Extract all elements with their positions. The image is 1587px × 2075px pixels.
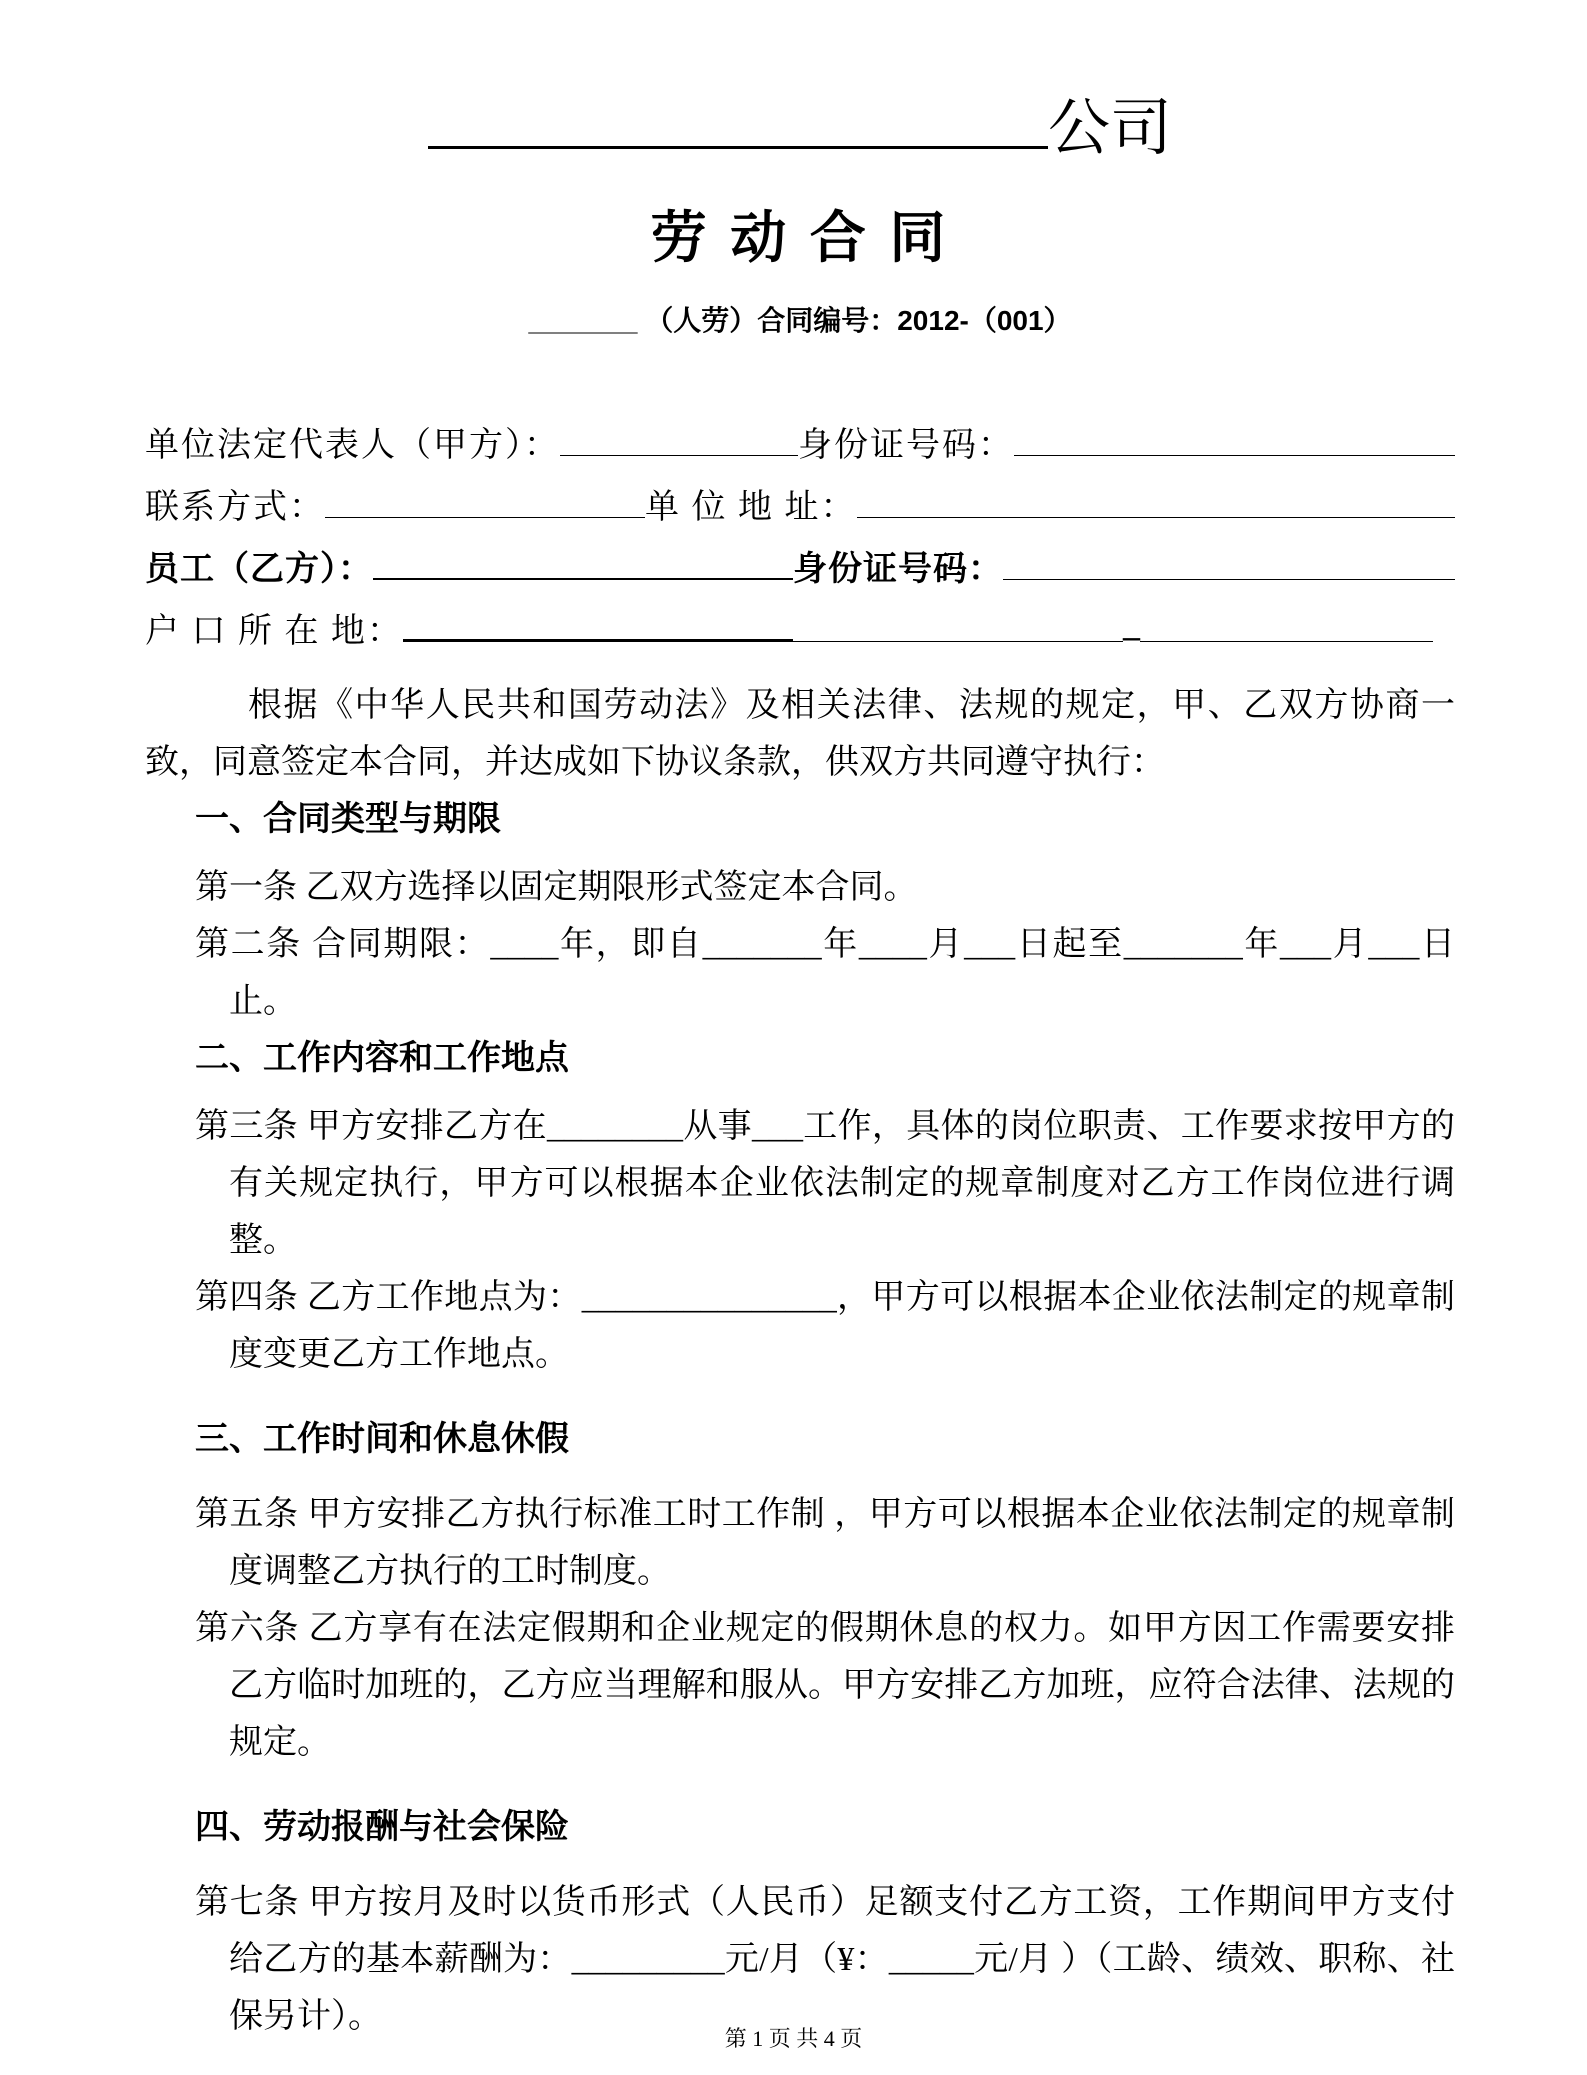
article-6: 第六条 乙方享有在法定假期和企业规定的假期休息的权力。如甲方因工作需要安排乙方临时加班的，乙方应当理解和服从。甲方安排乙方加班，应符合法律、法规的规定。 xyxy=(195,1609,1455,1761)
section-heading-4: 四、劳动报酬与社会保险 xyxy=(195,1807,569,1846)
residence-blank-thin-2 xyxy=(1140,640,1433,642)
contact-label: 联系方式： xyxy=(145,488,325,526)
section-work-content xyxy=(145,1030,1455,1383)
section-heading-3: 三、工作时间和休息休假 xyxy=(195,1419,569,1458)
article-3: 第三条 甲方安排乙方在________从事___工作，具体的岗位职责、工作要求按甲方的有关规定执行，甲方可以根据本企业依法制定的规章制度对乙方工作岗位进行调整。 xyxy=(195,1107,1455,1259)
document-title: 劳 动 合 同 xyxy=(650,206,950,270)
preamble-paragraph: 根据《中华人民共和国劳动法》及相关法律、法规的规定，甲、乙双方协商一致，同意签定本合同，并达成如下协议条款，供双方共同遵守执行： xyxy=(145,686,1455,781)
id-number-label-a: 身份证号码： xyxy=(798,426,1014,464)
section-heading-1: 一、合同类型与期限 xyxy=(195,799,501,838)
parties-block xyxy=(145,417,1455,665)
residence-blank-thin-1 xyxy=(793,640,1123,642)
employee-label: 员工（乙方）： xyxy=(145,549,373,588)
section-compensation xyxy=(145,1799,1455,2045)
id-number-blank-a xyxy=(1014,454,1455,456)
id-number-label-b: 身份证号码： xyxy=(793,549,1003,588)
party-line-employee xyxy=(145,541,1455,603)
company-address-blank xyxy=(857,516,1456,518)
residence-label: 户 口 所 在 地： xyxy=(145,612,403,650)
article-7: 第七条 甲方按月及时以货币形式（人民币）足额支付乙方工资，工作期间甲方支付给乙方的基本薪酬为：_________元/月（¥：_____元/月 ）（工龄、绩效、职称、社保另计）。 xyxy=(195,1883,1455,2035)
page-number-indicator: 第 1 页 共 4 页 xyxy=(724,2026,863,2051)
contact-blank xyxy=(325,516,645,518)
section-working-hours xyxy=(145,1411,1455,1771)
section-contract-type xyxy=(145,791,1455,1030)
legal-representative-blank xyxy=(560,454,798,456)
residence-stray-underscore: _ xyxy=(1123,606,1140,644)
article-2: 第二条 合同期限：____年，即自_______年____月___日起至_______年___月___日止。 xyxy=(195,925,1455,1020)
party-line-contact xyxy=(145,479,1455,541)
employee-name-blank xyxy=(373,577,793,580)
contract-number-line: _______ （人劳）合同编号：2012-（001） xyxy=(528,304,1072,336)
company-suffix: 公司 xyxy=(1047,95,1172,163)
party-line-legal-representative xyxy=(145,417,1455,479)
party-line-residence xyxy=(145,603,1455,665)
id-number-blank-b xyxy=(1003,578,1455,580)
article-5: 第五条 甲方安排乙方执行标准工时工作制 ，甲方可以根据本企业依法制定的规章制度调整乙方执行的工时制度。 xyxy=(195,1495,1455,1590)
article-4: 第四条 乙方工作地点为：_______________，甲方可以根据本企业依法制定的规章制度变更乙方工作地点。 xyxy=(195,1278,1455,1373)
residence-blank-thick xyxy=(403,638,793,642)
article-1: 第一条 乙双方选择以固定期限形式签定本合同。 xyxy=(195,868,918,906)
company-address-label: 单 位 地 址： xyxy=(645,488,857,526)
legal-representative-label: 单位法定代表人（甲方）： xyxy=(145,426,560,464)
section-heading-2: 二、工作内容和工作地点 xyxy=(195,1038,569,1077)
company-title-line xyxy=(145,94,1455,165)
company-name-blank xyxy=(428,146,1048,149)
